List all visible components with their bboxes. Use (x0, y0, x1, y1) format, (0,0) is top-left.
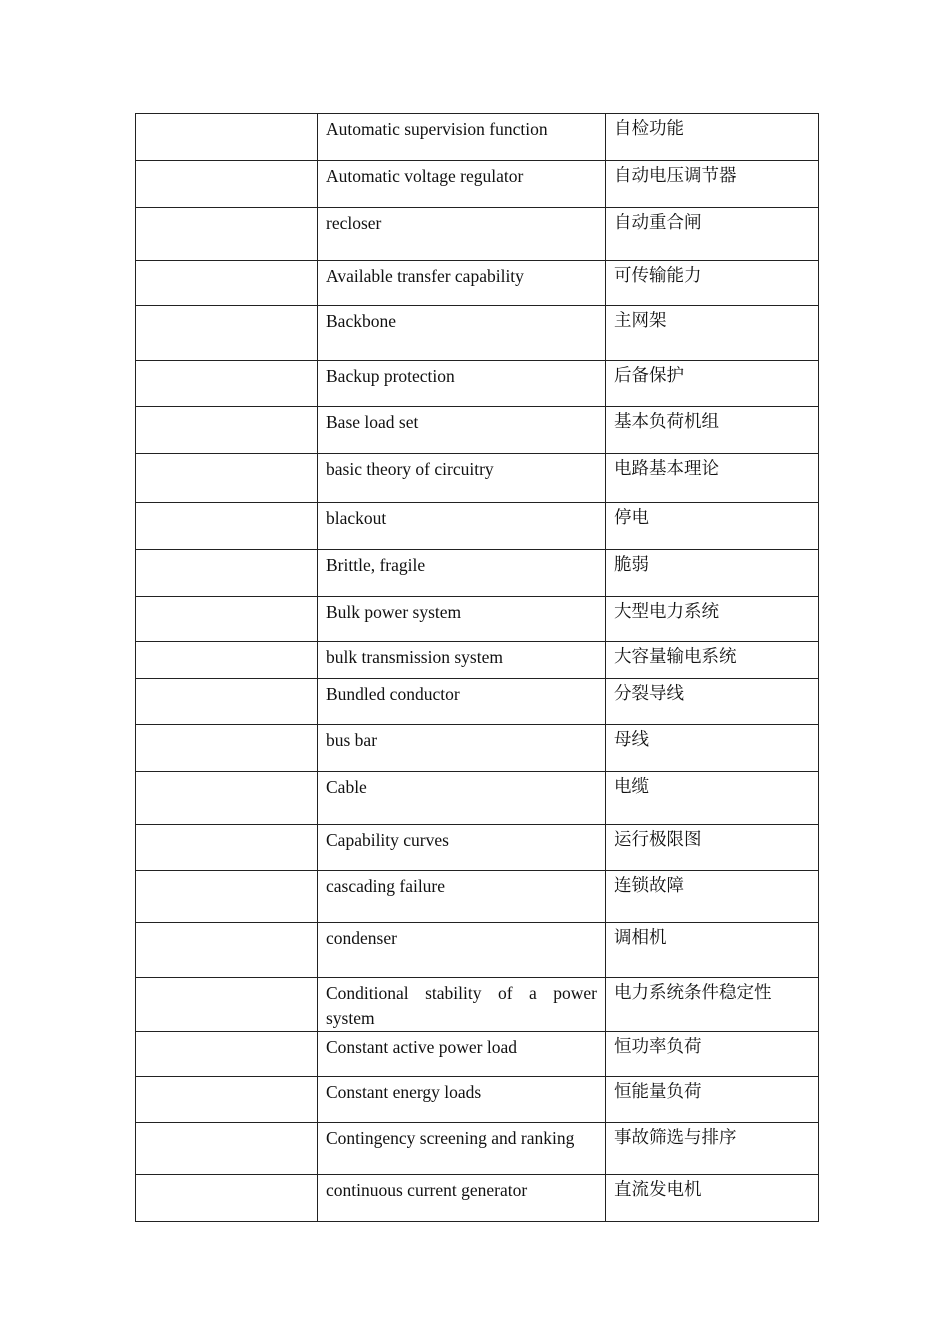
chinese-term: 停电 (606, 503, 819, 550)
table-row (136, 1123, 819, 1175)
table-row (136, 261, 819, 306)
blank-cell (136, 642, 318, 679)
table-row (136, 407, 819, 454)
english-term: Contingency screening and ranking (318, 1123, 606, 1175)
chinese-term: 恒功率负荷 (606, 1032, 819, 1077)
blank-cell (136, 1077, 318, 1123)
table-row (136, 208, 819, 261)
blank-cell (136, 772, 318, 825)
table-row (136, 1032, 819, 1077)
table-row (136, 772, 819, 825)
english-term: cascading failure (318, 871, 606, 923)
table-row (136, 825, 819, 871)
table-row (136, 503, 819, 550)
chinese-term: 大容量输电系统 (606, 642, 819, 679)
chinese-term: 基本负荷机组 (606, 407, 819, 454)
chinese-term: 连锁故障 (606, 871, 819, 923)
chinese-term: 自检功能 (606, 114, 819, 161)
blank-cell (136, 306, 318, 361)
blank-cell (136, 261, 318, 306)
english-term: Conditional stability of a power system (318, 978, 606, 1032)
blank-cell (136, 597, 318, 642)
chinese-term: 脆弱 (606, 550, 819, 597)
english-term: Constant active power load (318, 1032, 606, 1077)
chinese-term: 事故筛选与排序 (606, 1123, 819, 1175)
glossary-table (135, 113, 819, 1222)
chinese-term: 电路基本理论 (606, 454, 819, 503)
table-row (136, 871, 819, 923)
blank-cell (136, 978, 318, 1032)
blank-cell (136, 361, 318, 407)
table-row (136, 454, 819, 503)
blank-cell (136, 114, 318, 161)
chinese-term: 调相机 (606, 923, 819, 978)
english-term: Brittle, fragile (318, 550, 606, 597)
blank-cell (136, 407, 318, 454)
chinese-term: 电力系统条件稳定性 (606, 978, 819, 1032)
chinese-term: 可传输能力 (606, 261, 819, 306)
table-row (136, 978, 819, 1032)
table-row (136, 597, 819, 642)
english-term: blackout (318, 503, 606, 550)
english-term: Cable (318, 772, 606, 825)
english-term: Backup protection (318, 361, 606, 407)
table-row (136, 550, 819, 597)
chinese-term: 电缆 (606, 772, 819, 825)
blank-cell (136, 161, 318, 208)
table-row (136, 679, 819, 725)
chinese-term: 自动重合闸 (606, 208, 819, 261)
table-row (136, 1077, 819, 1123)
blank-cell (136, 1032, 318, 1077)
chinese-term: 后备保护 (606, 361, 819, 407)
english-term: Capability curves (318, 825, 606, 871)
table-row (136, 642, 819, 679)
english-term: bulk transmission system (318, 642, 606, 679)
english-term: Automatic supervision function (318, 114, 606, 161)
chinese-term: 主网架 (606, 306, 819, 361)
blank-cell (136, 679, 318, 725)
chinese-term: 母线 (606, 725, 819, 772)
english-term: Bulk power system (318, 597, 606, 642)
english-term: continuous current generator (318, 1175, 606, 1222)
english-term: Backbone (318, 306, 606, 361)
english-term: basic theory of circuitry (318, 454, 606, 503)
chinese-term: 分裂导线 (606, 679, 819, 725)
blank-cell (136, 923, 318, 978)
english-term: Base load set (318, 407, 606, 454)
chinese-term: 直流发电机 (606, 1175, 819, 1222)
chinese-term: 运行极限图 (606, 825, 819, 871)
english-term: Automatic voltage regulator (318, 161, 606, 208)
blank-cell (136, 208, 318, 261)
blank-cell (136, 454, 318, 503)
english-term: recloser (318, 208, 606, 261)
blank-cell (136, 503, 318, 550)
chinese-term: 大型电力系统 (606, 597, 819, 642)
blank-cell (136, 550, 318, 597)
blank-cell (136, 1123, 318, 1175)
english-term: Constant energy loads (318, 1077, 606, 1123)
blank-cell (136, 725, 318, 772)
english-term: condenser (318, 923, 606, 978)
blank-cell (136, 871, 318, 923)
table-row (136, 306, 819, 361)
table-row (136, 161, 819, 208)
blank-cell (136, 825, 318, 871)
english-term: bus bar (318, 725, 606, 772)
table-row (136, 114, 819, 161)
blank-cell (136, 1175, 318, 1222)
english-term: Available transfer capability (318, 261, 606, 306)
table-row (136, 923, 819, 978)
table-row (136, 361, 819, 407)
chinese-term: 自动电压调节器 (606, 161, 819, 208)
glossary-body (136, 114, 819, 1222)
table-row (136, 725, 819, 772)
english-term: Bundled conductor (318, 679, 606, 725)
table-row (136, 1175, 819, 1222)
chinese-term: 恒能量负荷 (606, 1077, 819, 1123)
